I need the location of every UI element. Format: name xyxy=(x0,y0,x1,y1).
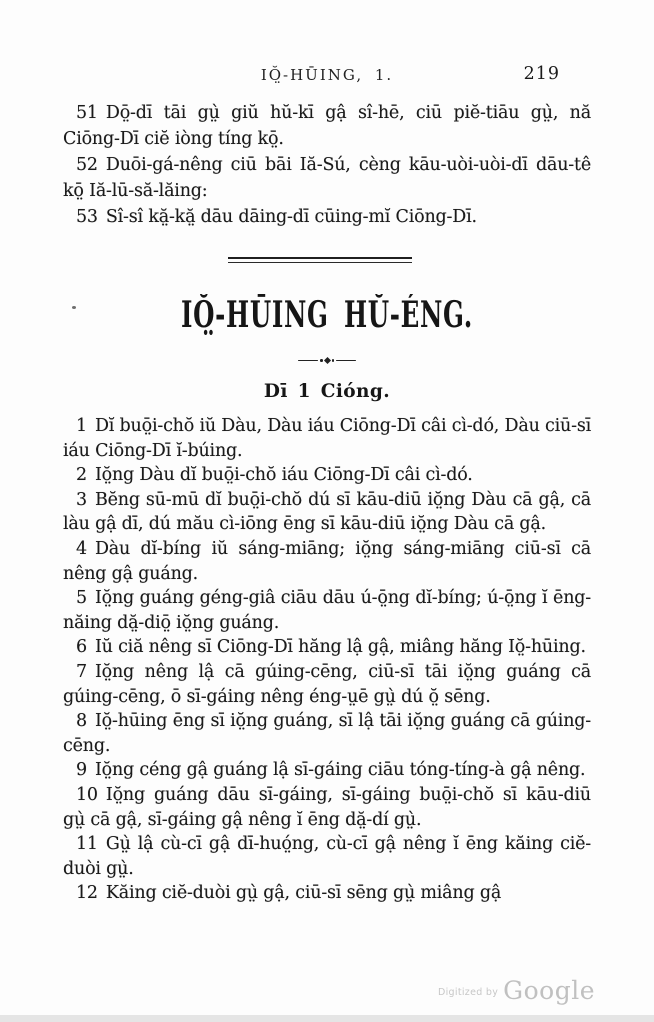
ornament-dot-left xyxy=(320,359,323,362)
verse-number: 3 xyxy=(76,489,87,510)
verse-number: 1 xyxy=(76,416,87,436)
verse-52 xyxy=(63,152,591,204)
verse-number: 12 xyxy=(76,883,98,904)
verse-text: Iŏ̤ng guáng dāu sī-gáing, sī-gáing buō̤i-chŏ sī kāu-diū gṳ̀ cā gậ, sī-gáing gậ nêng ĭ ēng dă̤-dí gṳ̀. xyxy=(63,784,591,830)
verse-text: Iŏ̤ng nêng lậ cā gúing-cēng, ciū-sī tāi iŏ̤ng guáng cā gúing-cēng, ō sī-gáing nêng éng-ṳē gṳ̀ dú ŏ̤ sēng. xyxy=(63,661,591,707)
verse-text: Iŏ̤ng guáng géng-giâ ciāu dāu ú-ō̤ng dĭ-bíng; ú-ō̤ng ĭ ēng-năing dă̤-diō̤ iŏ̤ng guáng. xyxy=(63,588,591,633)
section-divider-rule xyxy=(228,257,412,263)
verse-51 xyxy=(63,100,591,152)
watermark-prefix-label: Digitized by xyxy=(438,987,499,998)
chapter-heading: Dī 1 Cióng. xyxy=(263,381,391,402)
title-ornament xyxy=(0,358,654,363)
verse-text: Kăing ciĕ-duòi gṳ̀ gậ, ciū-sī sēng gṳ̀ miâng gậ xyxy=(105,883,502,904)
verse-number: 53 xyxy=(76,207,98,227)
verse-text: Iŏ̤-hūing ēng sī iŏ̤ng guáng, sī lậ tāi iŏ̤ng guáng cā gúing-cēng. xyxy=(63,711,591,756)
verse-number: 5 xyxy=(76,588,87,609)
google-watermark xyxy=(438,978,595,1003)
verse-12 xyxy=(63,881,591,906)
verse-number: 10 xyxy=(76,784,98,805)
verse-6 xyxy=(63,635,591,660)
verse-53 xyxy=(63,204,591,230)
verse-text: Iŏ̤ng Dàu dĭ buō̤i-chŏ iáu Ciōng-Dī câi cì-dó. xyxy=(94,465,473,486)
verse-text: Sî-sî kă̤-kă̤ dāu dāing-dī cūing-mĭ Ciōng-Dī. xyxy=(105,207,477,227)
verse-number: 51 xyxy=(76,103,98,123)
verse-number: 8 xyxy=(76,711,87,732)
verse-9 xyxy=(63,758,591,783)
verse-text: Iŭ ciă nêng sī Ciōng-Dī hăng lậ gậ, miâng hăng Iŏ̤-hūing. xyxy=(94,637,586,658)
verse-number: 11 xyxy=(76,834,98,855)
scan-edge-band xyxy=(0,1015,654,1022)
verse-text: Iŏ̤ng céng gậ guáng lậ sī-gáing ciāu tóng-tíng-à gậ nêng. xyxy=(94,760,586,781)
verse-3 xyxy=(63,488,591,537)
verse-number: 7 xyxy=(76,661,87,682)
verse-1 xyxy=(63,414,591,463)
ornament-line-right xyxy=(336,360,356,362)
verse-text: Dàu dĭ-bíng iŭ sáng-miāng; iŏ̤ng sáng-miāng ciū-sī cā nêng gậ guáng. xyxy=(63,538,591,584)
verse-text: Duōi-gá-nêng ciū bāi Iă-Sú, cèng kāu-uòi-uòi-dī dāu-tê kō̤ Iă-lū-să-lăing: xyxy=(63,155,591,201)
running-head: IŎ̤-HŪING, 1. xyxy=(260,66,394,84)
verse-number: 9 xyxy=(76,760,87,781)
verse-text: Dō̤-dī tāi gṳ̀ giŭ hŭ-kī gậ sî-hē, ciū piĕ-tiāu gṳ̀, nă Ciōng-Dī ciĕ iòng tíng kō̤. xyxy=(63,103,591,149)
verse-number: 2 xyxy=(76,465,87,486)
verse-text: Bĕng sū-mū dĭ buō̤i-chŏ dú sī kāu-diū iŏ̤ng Dàu cā gậ, cā làu gậ dī, dú mău cì-iōng ēng sī kāu-diū iŏ̤ng Dàu cā gậ. xyxy=(63,489,591,535)
verse-text: Dĭ buō̤i-chŏ iŭ Dàu, Dàu iáu Ciōng-Dī câi cì-dó, Dàu ciū-sī iáu Ciōng-Dī ĭ-búing. xyxy=(63,416,591,461)
page-number: 219 xyxy=(523,64,560,84)
book-title: IŎ̤-HŪING HŬ-ÉNG. xyxy=(181,294,473,336)
google-logo: Google xyxy=(503,976,595,1005)
verse-number: 4 xyxy=(76,538,87,559)
verse-7 xyxy=(63,660,591,709)
verse-number: 52 xyxy=(76,155,98,175)
ornament-line-left xyxy=(298,360,318,362)
verse-11 xyxy=(63,832,591,881)
verse-5 xyxy=(63,586,591,635)
ornament-dot-right xyxy=(332,359,335,362)
verse-10 xyxy=(63,783,591,832)
ornament-diamond xyxy=(323,357,330,364)
previous-chapter-verses xyxy=(63,100,591,230)
chapter-1-verses xyxy=(63,414,591,906)
verse-8 xyxy=(63,709,591,758)
verse-2 xyxy=(63,463,591,488)
scan-speck xyxy=(72,306,76,309)
verse-text: Gṳ̀ lậ cù-cī gậ dī-huó̤ng, cù-cī gậ nêng ĭ ēng kăing ciĕ-duòi gṳ̀. xyxy=(63,834,591,879)
verse-number: 6 xyxy=(76,637,87,658)
verse-4 xyxy=(63,537,591,586)
